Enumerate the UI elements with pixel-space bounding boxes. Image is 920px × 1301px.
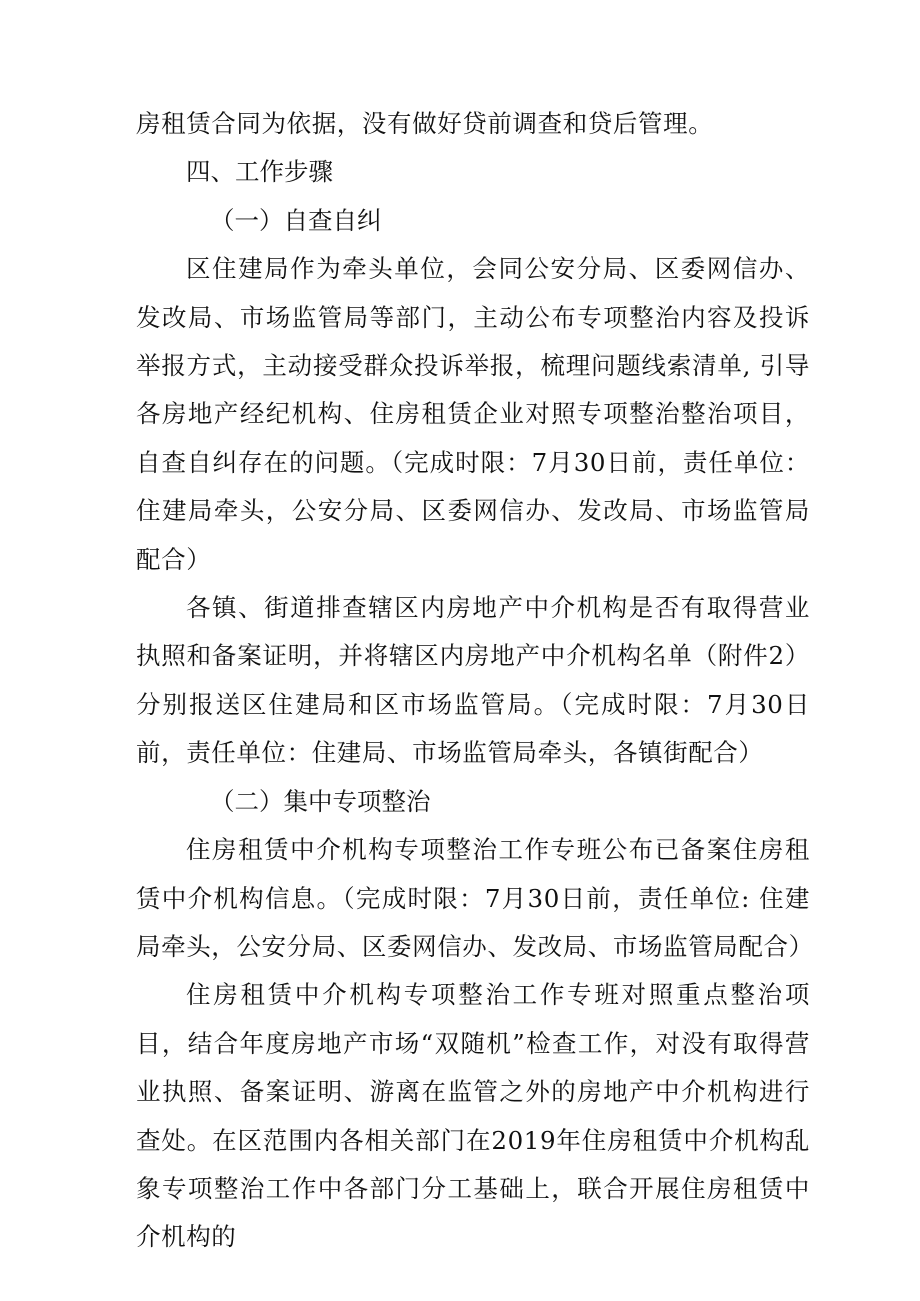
paragraph-self-check: 区住建局作为牵头单位，会同公安分局、区委网信办、发改局、市场监管局等部门，主动公布专项整治内容及投诉举报方式，主动接受群众投诉举报，梳理问题线索清单, 引导各房地产经纪机构、住房租赁企业对照专项整治整治项目，自查自纠存在的问题。（完成时限：7月30日前，责任单位：住建局牵头，公安分局、区委网信办、发改局、市场监管局配合）	[136, 254, 810, 574]
section-heading-steps: 四、工作步骤	[186, 157, 333, 187]
paragraph-continuation: 房租赁合同为依据，没有做好贷前调查和贷后管理。	[136, 109, 714, 138]
paragraph-joint-inspection: 住房租赁中介机构专项整治工作专班对照重点整治项目，结合年度房地产市场“双随机”检查工作，对没有取得营业执照、备案证明、游离在监管之外的房地产中介机构进行查处。在区范围内各相关部门在2019年住房租赁中介机构乱象专项整治工作中各部门分工基础上，联合开展住房租赁中介机构的	[136, 980, 810, 1252]
subsection-heading-special-rectification: （二）集中专项整治	[210, 786, 431, 816]
paragraph-towns-check: 各镇、街道排查辖区内房地产中介机构是否有取得营业执照和备案证明，并将辖区内房地产中介机构名单（附件2）分别报送区住建局和区市场监管局。（完成时限：7月30日前，责任单位：住建局、市场监管局牵头，各镇街配合）	[136, 593, 810, 768]
paragraph-publish-info: 住房租赁中介机构专项整治工作专班公布已备案住房租赁中介机构信息。（完成时限：7月30日前，责任单位: 住建局牵头，公安分局、区委网信办、发改局、市场监管局配合）	[136, 835, 814, 961]
subsection-heading-self-check: （一）自查自纠	[210, 205, 382, 235]
